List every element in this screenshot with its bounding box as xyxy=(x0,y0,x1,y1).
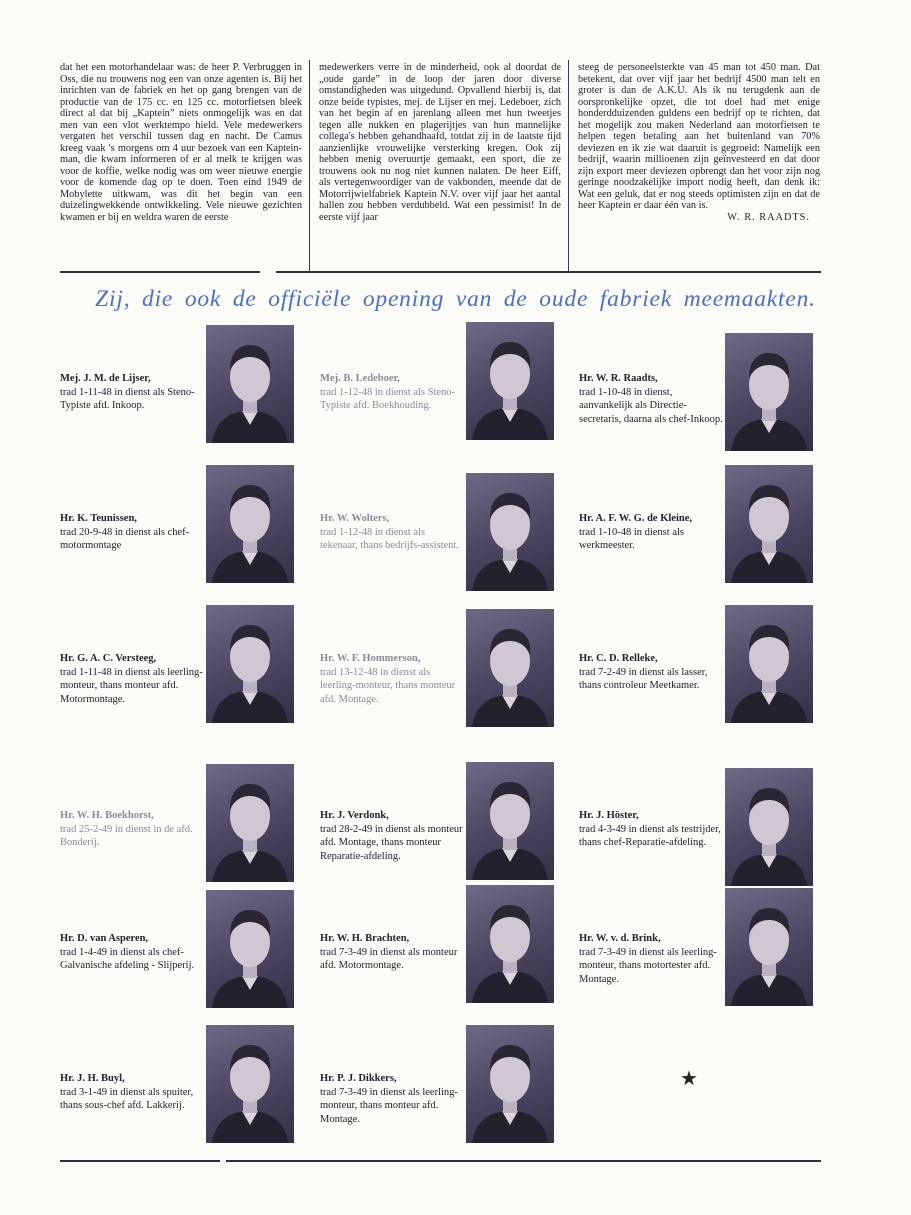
staff-member xyxy=(60,1025,320,1145)
staff-description: trad 20-9-48 in dienst als chef-motormontage xyxy=(60,526,190,551)
staff-description: trad 3-1-49 in dienst als spuiter, thans sous-chef afd. Lakkerij. xyxy=(60,1086,194,1111)
signature: W. R. RAADTS. xyxy=(727,211,810,223)
staff-name: Hr. W. Wolters, xyxy=(320,513,390,524)
staff-caption xyxy=(579,932,724,986)
staff-member xyxy=(320,762,580,882)
staff-member xyxy=(579,465,839,585)
portrait-photo xyxy=(466,473,554,591)
staff-description: trad 7-3-49 in dienst als monteur afd. Motormontage. xyxy=(320,946,458,971)
portrait-photo xyxy=(725,605,813,723)
staff-name: Hr. A. F. W. G. de Kleine, xyxy=(579,513,692,524)
article-column-2 xyxy=(319,62,561,223)
staff-caption xyxy=(320,652,465,706)
staff-member xyxy=(60,885,320,1005)
staff-caption xyxy=(320,932,465,973)
staff-caption xyxy=(60,652,205,706)
staff-name: Hr. W. R. Raadts, xyxy=(579,373,658,384)
section-headline: Zij, die ook de officiële opening van de oude fabriek meemaakten. xyxy=(95,286,816,312)
staff-name: Hr. W. F. Hommerson, xyxy=(320,653,421,664)
staff-member xyxy=(320,885,580,1005)
staff-caption xyxy=(579,652,724,693)
staff-caption xyxy=(579,809,724,850)
staff-name: Hr. J. Höster, xyxy=(579,810,639,821)
staff-member xyxy=(579,325,839,445)
staff-caption xyxy=(320,372,465,413)
article-text: dat het een motorhandelaar was: de heer P. Verbruggen in Oss, die nu trouwens nog een van onze agenten is. Bij het inrichten van de fabriek en het op gang brengen van de productie van de 175 cc. en 125 cc. motorfietsen bleek direct al dat bij „Kaptein” niets onmogelijk was en dat men van een vlot werktempo hield. Vele medewerkers vergaten het verschil tussen dag en nacht. De Camus kreeg vaak 's morgens om 4 uur bezoek van een Kaptein-man, die kwam informeren of er al melk te krijgen was voor de koffie, welke nodig was om weer nieuwe energie voor de komende dag op te doen. Toen eind 1949 de Mobylette uitkwam, was dit het begin van een duizelingwekkende ontwikkeling. Vele nieuwe gezichten kwamen er bij en weldra waren de eerste xyxy=(60,62,302,223)
portrait-photo xyxy=(466,609,554,727)
staff-name: Mej. B. Ledeboer, xyxy=(320,373,400,384)
portrait-photo xyxy=(206,764,294,882)
staff-member xyxy=(60,465,320,585)
staff-member xyxy=(60,605,320,725)
staff-name: Hr. D. van Asperen, xyxy=(60,933,149,944)
staff-name: Hr. W. H. Brachten, xyxy=(320,933,410,944)
article-text: steeg de personeelsterkte van 45 man tot 450 man. Dat betekent, dat over vijf jaar het bedrijf 4500 man telt en groter is dan de A.K.U. Als ik nu terugdenk aan de oorspronkelijke opzet, die tot doel had met enige honderdduizenden guldens een bedrijf op te richten, dat het mogelijk zou maken Nederland aan motorfietsen te helpen tegen betaling aan het buitenland van 70% deviezen en ik zie wat daaruit is gegroeid: Namelijk een bedrijf, waarin millioenen zijn geïnvesteerd en dat door zijn export meer deviezen opbrengt dan het voor zijn nog geringe noodzakelijke import nodig heeft, dan denk ik: Wat een geluk, dat er nog steeds optimisten zijn en dat de heer Kaptein er daar één van is. xyxy=(578,62,820,211)
staff-description: trad 1-11-48 in dienst als Steno-Typiste afd. Inkoop. xyxy=(60,386,195,411)
portrait-photo xyxy=(725,888,813,1006)
staff-member xyxy=(60,325,320,445)
staff-description: trad 1-12-48 in dienst als tekenaar, thans bedrijfs-assistent. xyxy=(320,526,459,551)
staff-name: Hr. G. A. C. Versteeg, xyxy=(60,653,157,664)
staff-name: Hr. C. D. Relleke, xyxy=(579,653,658,664)
staff-name: Hr. J. Verdonk, xyxy=(320,810,389,821)
staff-caption xyxy=(60,1072,205,1113)
portrait-photo xyxy=(206,890,294,1008)
staff-caption xyxy=(60,372,205,413)
portrait-photo xyxy=(725,465,813,583)
portrait-photo xyxy=(466,1025,554,1143)
staff-description: trad 7-2-49 in dienst als lasser, thans controleur Meetkamer. xyxy=(579,666,708,691)
staff-caption xyxy=(60,809,205,850)
portrait-photo xyxy=(206,325,294,443)
portrait-photo xyxy=(725,768,813,886)
article-column-3 xyxy=(578,62,820,223)
portrait-photo xyxy=(206,1025,294,1143)
column-divider xyxy=(568,60,569,272)
staff-member xyxy=(579,762,839,882)
staff-caption xyxy=(320,512,465,553)
staff-name: Hr. W. v. d. Brink, xyxy=(579,933,661,944)
bottom-rule xyxy=(60,1160,220,1162)
staff-name: Hr. P. J. Dikkers, xyxy=(320,1073,397,1084)
article-column-1 xyxy=(60,62,302,223)
staff-description: trad 28-2-49 in dienst als monteur afd. Montage, thans monteur Reparatie-afdeling. xyxy=(320,823,463,862)
portrait-photo xyxy=(466,762,554,880)
staff-description: trad 1-10-48 in dienst, aanvankelijk als Directie-secretaris, daarna als chef-Inkoop. xyxy=(579,386,723,425)
staff-description: trad 1-12-48 in dienst als Steno-Typiste afd. Boekhouding. xyxy=(320,386,456,411)
staff-description: trad 1-10-48 in dienst als werkmeester. xyxy=(579,526,684,551)
staff-member xyxy=(320,1025,580,1145)
staff-name: Mej. J. M. de Lijser, xyxy=(60,373,151,384)
bottom-rule xyxy=(226,1160,821,1162)
staff-name: Hr. W. H. Boekhorst, xyxy=(60,810,154,821)
portrait-photo xyxy=(206,605,294,723)
staff-caption xyxy=(320,809,465,863)
staff-member xyxy=(320,605,580,725)
column-divider xyxy=(309,60,310,272)
staff-name: Hr. J. H. Buyl, xyxy=(60,1073,125,1084)
staff-member xyxy=(320,465,580,585)
staff-description: trad 25-2-49 in dienst in de afd. Bonderij. xyxy=(60,823,193,848)
divider-rule xyxy=(276,271,821,273)
staff-name: Hr. K. Teunissen, xyxy=(60,513,137,524)
staff-description: trad 7-3-49 in dienst als leerling-monteur, thans monteur afd. Montage. xyxy=(320,1086,458,1125)
staff-description: trad 1-4-49 in dienst als chef-Galvanische afdeling - Slijperij. xyxy=(60,946,195,971)
star-ornament: ★ xyxy=(680,1068,698,1090)
staff-member xyxy=(320,325,580,445)
divider-rule xyxy=(60,271,260,273)
staff-caption xyxy=(60,932,205,973)
staff-caption xyxy=(579,512,724,553)
staff-description: trad 13-12-48 in dienst als leerling-monteur, thans monteur afd. Montage. xyxy=(320,666,456,705)
staff-caption xyxy=(579,372,724,426)
staff-description: trad 7-3-49 in dienst als leerling-monteur, thans motortester afd. Montage. xyxy=(579,946,717,985)
staff-member xyxy=(60,762,320,882)
staff-caption xyxy=(320,1072,465,1126)
staff-member xyxy=(579,885,839,1005)
portrait-photo xyxy=(466,885,554,1003)
article-text: medewerkers verre in de minderheid, ook al doordat de „oude garde” in de loop der jaren door diverse omstandigheden was uitgedund. Opvallend hierbij is, dat onze beide typistes, mej. de Lijser en mej. Ledeboer, zich van het begin af en jarenlang alleen met hun tweetjes tegen alle nukken en plagerijtjes van hun mannelijke collega's hebben gehandhaafd, totdat zij in de laatste tijd aanzienlijke vrouwelijke versterking kregen. Ook zij hebben menig overuurtje gemaakt, een sport, die ze trouwens ook nu nog niet kunnen nalaten. De heer Eiff, als vertegenwoordiger van de vakbonden, meende dat de Motorrijwielfabriek Kaptein N.V. over vijf jaar het aantal hallen zou hebben verdubbeld. Wat een pessimist! In de eerste vijf jaar xyxy=(319,62,561,223)
staff-description: trad 1-11-48 in dienst als leerling-monteur, thans monteur afd. Motormontage. xyxy=(60,666,203,705)
portrait-photo xyxy=(725,333,813,451)
staff-member xyxy=(579,605,839,725)
portrait-photo xyxy=(466,322,554,440)
staff-description: trad 4-3-49 in dienst als testrijder, thans chef-Reparatie-afdeling. xyxy=(579,823,721,848)
staff-caption xyxy=(60,512,205,553)
portrait-photo xyxy=(206,465,294,583)
